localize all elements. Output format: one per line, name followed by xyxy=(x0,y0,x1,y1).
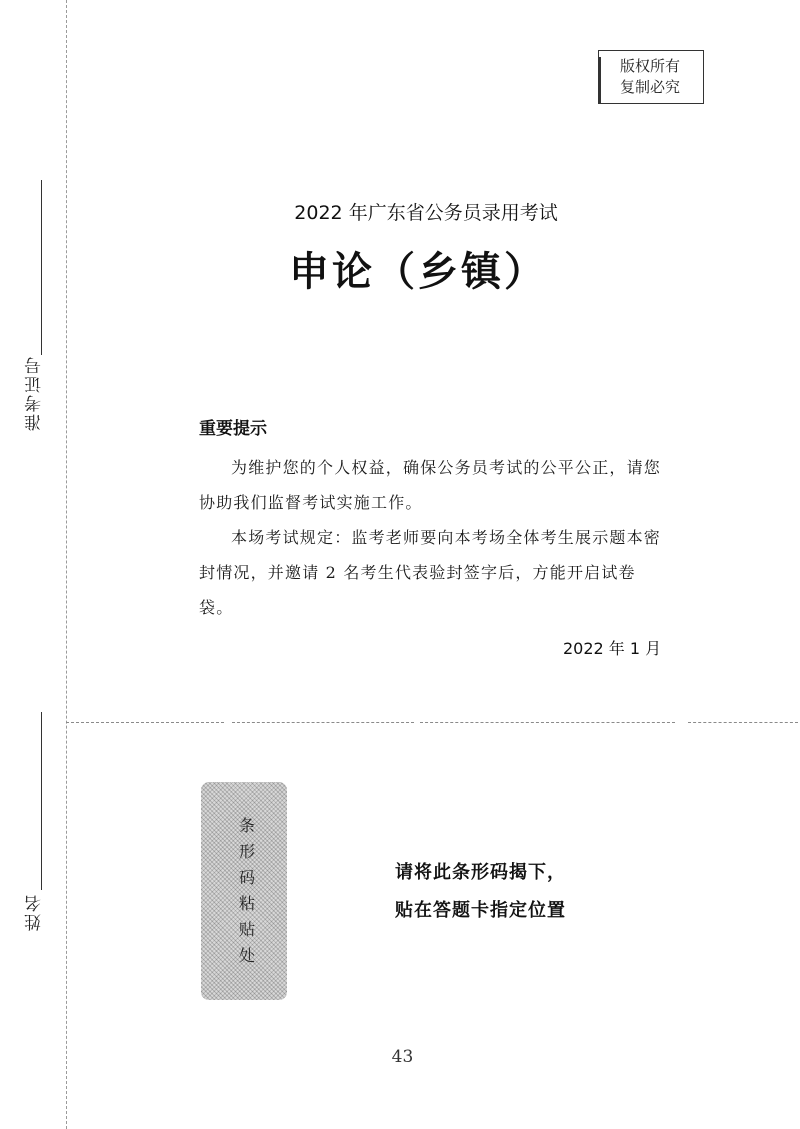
barcode-char: 粘 xyxy=(238,894,255,913)
cut-line-segment xyxy=(232,722,414,723)
barcode-char: 处 xyxy=(238,946,255,965)
name-label: 姓名 xyxy=(25,893,45,931)
notice-heading: 重要提示 xyxy=(199,419,267,439)
barcode-instruction-line-1: 请将此条形码揭下， xyxy=(395,862,566,883)
copyright-line-1: 版权所有 xyxy=(620,57,681,75)
notice-paragraph-1: 为维护您的个人权益，确保公务员考试的公平公正，请您协助我们监督考试实施工作。 xyxy=(199,458,662,512)
subject-title: 申论（乡镇） xyxy=(289,249,547,295)
copyright-box-shadow xyxy=(598,57,601,103)
copyright-line-2: 复制必究 xyxy=(620,78,681,96)
cut-line-segment xyxy=(66,722,224,723)
barcode-sticker-area xyxy=(201,782,287,1000)
barcode-char: 贴 xyxy=(238,920,255,939)
notice-paragraph-2: 本场考试规定：监考老师要向本考场全体考生展示题本密封情况，并邀请 2 名考生代表验封签字后，方能开启试卷袋。 xyxy=(199,528,662,617)
binding-margin-line xyxy=(66,0,67,1129)
exam-title: 2022 年广东省公务员录用考试 xyxy=(294,202,558,224)
barcode-char: 码 xyxy=(238,868,255,887)
admission-number-label: 准考证号 xyxy=(25,355,45,431)
barcode-char: 条 xyxy=(238,816,255,835)
exam-date: 2022 年 1 月 xyxy=(563,639,662,658)
barcode-instruction-line-2: 贴在答题卡指定位置 xyxy=(395,900,566,921)
copyright-box xyxy=(598,50,704,104)
page-number: 43 xyxy=(391,1047,414,1067)
cut-line-segment xyxy=(420,722,675,723)
name-line xyxy=(41,712,42,890)
cut-line-segment xyxy=(688,722,798,723)
barcode-char: 形 xyxy=(238,842,255,861)
